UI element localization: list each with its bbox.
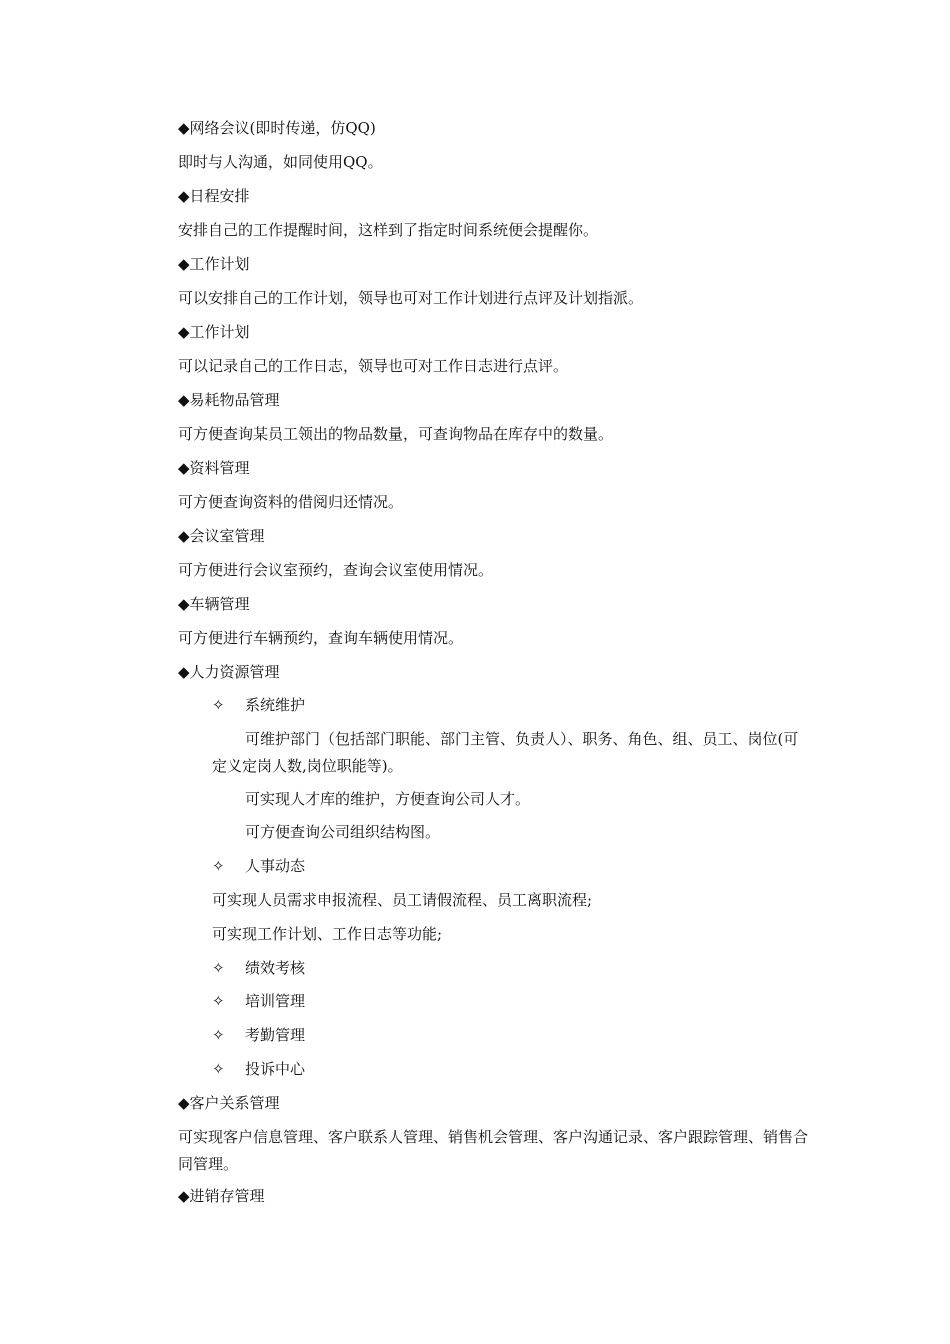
hr-subitem-bullet-icon: ✧ — [212, 857, 225, 875]
hr-subitem-complaints: 投诉中心 — [245, 1060, 306, 1078]
section-body: 可方便查询资料的借阅归还情况。 — [178, 493, 404, 511]
hr-subitem-training: 培训管理 — [245, 992, 306, 1010]
section-heading: ◆日程安排 — [178, 187, 250, 205]
hr-subitem-bullet-icon: ✧ — [212, 1026, 225, 1044]
section-body: 可以记录自己的工作日志，领导也可对工作日志进行点评。 — [178, 357, 569, 375]
inventory-heading: ◆进销存管理 — [178, 1187, 265, 1205]
section-heading: ◆工作计划 — [178, 323, 250, 341]
hr-subitem-performance: 绩效考核 — [245, 959, 306, 977]
section-heading: ◆资料管理 — [178, 459, 250, 477]
hr-subitem-system-maintenance: 系统维护 — [245, 696, 306, 714]
hr-subitem-bullet-icon: ✧ — [212, 959, 225, 977]
section-body: 可方便进行车辆预约，查询车辆使用情况。 — [178, 629, 464, 647]
hr-subitem-personnel-updates: 人事动态 — [245, 857, 306, 875]
section-body: 可以安排自己的工作计划，领导也可对工作计划进行点评及计划指派。 — [178, 289, 644, 307]
section-body: 可方便查询某员工领出的物品数量，可查询物品在库存中的数量。 — [178, 425, 614, 443]
section-heading: ◆工作计划 — [178, 255, 250, 273]
crm-body: 可实现客户信息管理、客户联系人管理、销售机会管理、客户沟通记录、客户跟踪管理、销售合同管理。 — [178, 1128, 809, 1173]
section-heading: ◆会议室管理 — [178, 527, 265, 545]
section-body: 即时与人沟通，如同使用QQ。 — [178, 153, 383, 171]
hr-system-maintenance-p2: 可实现人才库的维护，方便查询公司人才。 — [245, 790, 531, 808]
hr-subitem-bullet-icon: ✧ — [212, 992, 225, 1010]
hr-personnel-updates-p2: 可实现工作计划、工作日志等功能; — [212, 925, 443, 943]
hr-subitem-attendance: 考勤管理 — [245, 1026, 306, 1044]
hr-subitem-bullet-icon: ✧ — [212, 1060, 225, 1078]
hr-system-maintenance-p1: 可维护部门（包括部门职能、部门主管、负责人）、职务、角色、组、员工、岗位(可定义定岗人数,岗位职能等)。 — [212, 730, 799, 775]
hr-heading: ◆人力资源管理 — [178, 663, 280, 681]
hr-personnel-updates-p1: 可实现人员需求申报流程、员工请假流程、员工离职流程; — [212, 891, 593, 909]
hr-subitem-bullet-icon: ✧ — [212, 696, 225, 714]
crm-heading: ◆客户关系管理 — [178, 1094, 280, 1112]
section-heading: ◆易耗物品管理 — [178, 391, 280, 409]
section-heading: ◆车辆管理 — [178, 595, 250, 613]
section-heading: ◆网络会议(即时传递，仿QQ) — [178, 119, 376, 137]
section-body: 可方便进行会议室预约，查询会议室使用情况。 — [178, 561, 494, 579]
hr-system-maintenance-p3: 可方便查询公司组织结构图。 — [245, 823, 441, 841]
section-body: 安排自己的工作提醒时间，这样到了指定时间系统便会提醒你。 — [178, 221, 599, 239]
